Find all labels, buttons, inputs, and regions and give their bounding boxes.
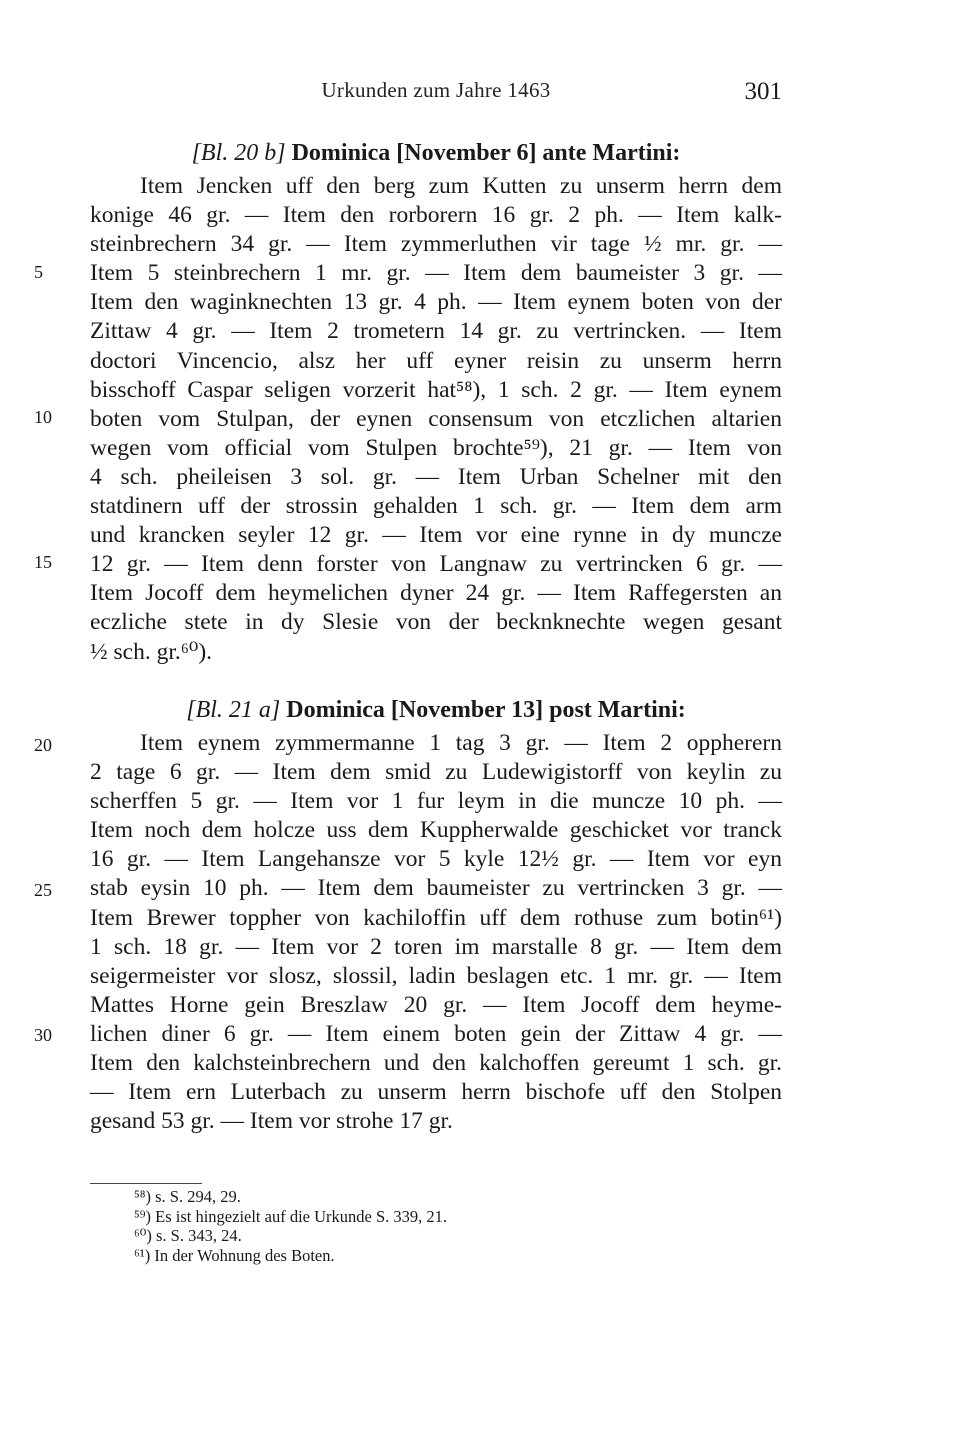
text-line: steinbrechern 34 gr. — Item zymmerluthen vir tage ½ mr. gr. — [90,231,782,258]
text-line: lichen diner 6 gr. — Item einem boten gein der Zittaw 4 gr. — [90,1020,782,1047]
text-line: 4 sch. pheileisen 3 sol. gr. — Item Urban Schelner mit den [90,463,782,490]
page-number: 301 [744,78,782,105]
text-line: gesand 53 gr. — Item vor strohe 17 gr. [90,1108,453,1135]
line-number: 20 [34,735,52,755]
folio-reference: [Bl. 20 b] [191,140,286,166]
footnote: ⁵⁸) s. S. 294, 29. [134,1187,241,1206]
section-body-2 [90,729,782,1136]
running-title: Urkunden zum Jahre 1463 [321,78,551,102]
section-title: Dominica [November 6] ante Martini: [291,140,681,166]
text-line: scherffen 5 gr. — Item vor 1 fur leym in die muncze 10 ph. — [90,788,782,815]
text-line: Item Jocoff dem heymelichen dyner 24 gr. — Item Raffegersten an [90,580,782,607]
section-title: Dominica [November 13] post Martini: [286,697,686,723]
text-line: 2 tage 6 gr. — Item dem smid zu Ludewigistorff von keylin zu [90,759,782,786]
text-line: stab eysin 10 ph. — Item dem baumeister zu vertrincken 3 gr. — [90,875,782,902]
folio-reference: [Bl. 21 a] [186,697,281,723]
text-line: Mattes Horne gein Breszlaw 20 gr. — Item Jocoff dem heyme- [90,991,782,1018]
line-number: 5 [34,262,43,282]
text-line: bisschoff Caspar seligen vorzerit hat⁵⁸), 1 sch. 2 gr. — Item eynem [90,376,782,403]
text-line: seigermeister vor slosz, slossil, ladin beslagen etc. 1 mr. gr. — Item [90,962,782,989]
footnote: ⁶¹) In der Wohnung des Boten. [134,1245,335,1265]
text-line: konige 46 gr. — Item den rorborern 16 gr. 2 ph. — Item kalk- [90,202,782,229]
line-number: 10 [34,407,52,427]
text-line: Item Jencken uff den berg zum Kutten zu unserm herrn dem [140,173,782,199]
footnote: ⁵⁹) Es ist hingezielt auf die Urkunde S. 339, 21. [134,1206,448,1226]
text-line: — Item ern Luterbach zu unserm herrn bischofe uff den Stolpen [90,1079,782,1106]
footnote: ⁶⁰) s. S. 343, 24. [134,1226,242,1245]
text-line: wegen vom official vom Stulpen brochte⁵⁹), 21 gr. — Item von [90,434,782,461]
line-number: 15 [34,552,52,572]
text-line: boten vom Stulpan, der eynen consensum von etczlichen altarien [90,405,782,432]
footnotes [134,1187,447,1265]
text-line: Item 5 steinbrechern 1 mr. gr. — Item dem baumeister 3 gr. — [90,260,782,287]
section-heading-2 [90,697,782,724]
line-number: 25 [34,880,52,900]
text-line: Item den kalchsteinbrechern und den kalchoffen gereumt 1 sch. gr. [90,1050,782,1077]
text-line: Item den waginknechten 13 gr. 4 ph. — Item eynem boten von der [90,289,782,316]
page-header [90,78,782,112]
text-line: 16 gr. — Item Langehansze vor 5 kyle 12½ gr. — Item vor eyn [90,846,782,873]
section-body-1 [90,172,782,667]
text-line: Item eynem zymmermanne 1 tag 3 gr. — Item 2 oppherern [140,730,782,756]
text-line: 1 sch. 18 gr. — Item vor 2 toren im marstalle 8 gr. — Item dem [90,933,782,960]
text-line: statdinern uff der strossin gehalden 1 sch. gr. — Item dem arm [90,493,782,520]
text-line: Item noch dem holcze uss dem Kuppherwalde geschicket vor tranck [90,817,782,844]
text-line: Item Brewer toppher von kachiloffin uff dem rothuse zum botin⁶¹) [90,904,782,931]
text-line: und krancken seyler 12 gr. — Item vor eine rynne in dy muncze [90,522,782,549]
text-line: ½ sch. gr.⁶⁰). [90,638,213,665]
text-line: Zittaw 4 gr. — Item 2 trometern 14 gr. zu vertrincken. — Item [90,318,782,345]
text-line: 12 gr. — Item denn forster von Langnaw zu vertrincken 6 gr. — [90,551,782,578]
footnote-separator [90,1183,202,1184]
line-number: 30 [34,1025,52,1045]
text-line: doctori Vincencio, alsz her uff eyner reisin zu unserm herrn [90,347,782,374]
text-line: eczliche stete in dy Slesie von der becknknechte wegen gesant [90,609,782,636]
section-heading-1 [90,140,782,167]
